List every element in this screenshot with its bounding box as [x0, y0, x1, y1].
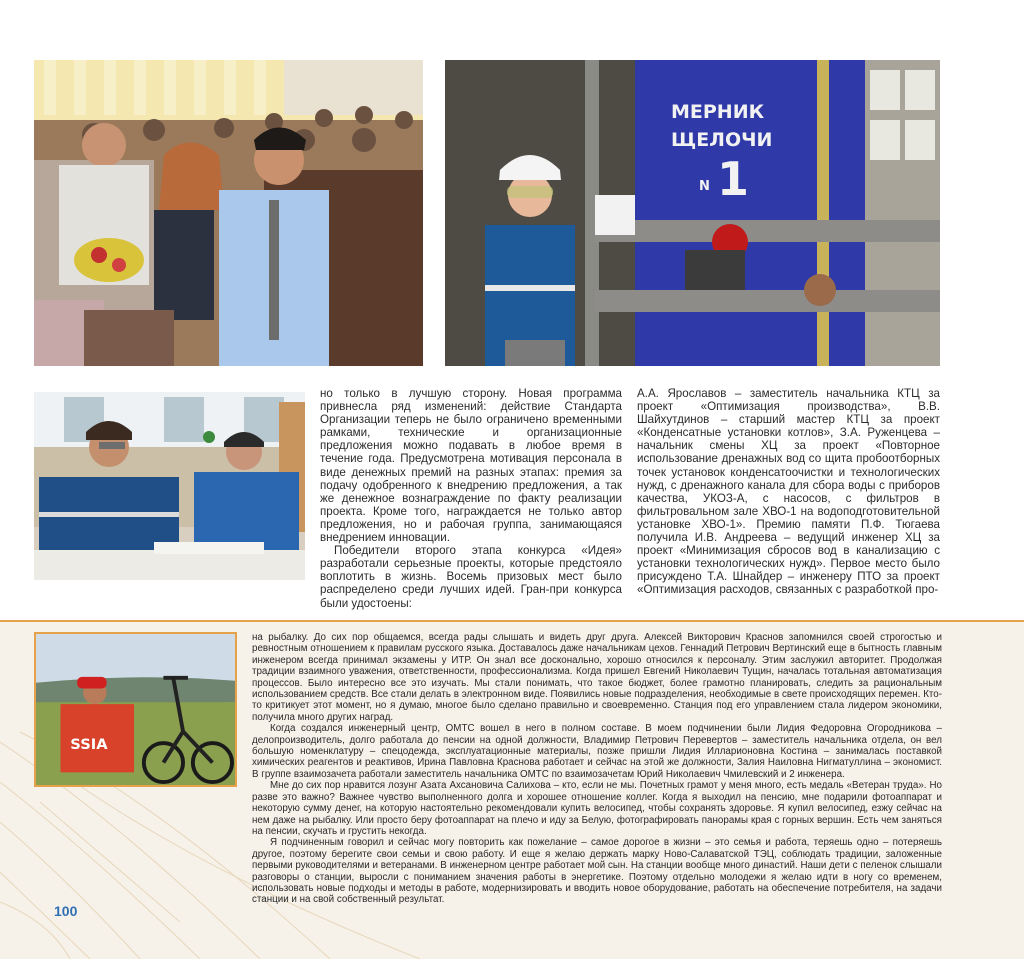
tank-sign-line1: МЕРНИК	[671, 101, 765, 123]
paragraph: Победители второго этапа конкурса «Идея» разработали серьезные проекты, которые предстояло воплотить в жизнь. Восемь призовых мест было распределено среди лучших идей. Гран-при конкурса были удостоены:	[320, 544, 622, 610]
tank-sign-line2: ЩЕЛОЧИ	[671, 129, 773, 151]
paragraph: Мне до сих пор нравится лозунг Азата Ахсановича Салихова – кто, если не мы. Почетных грамот у меня много, есть медаль «Ветеран труда». Но разве это важно? Важнее чувство выполненного долга и хорошее отношение коллег. Когда я выходил на пенсию, мне подарили фотоаппарат и некоторую сумму денег, на которую настоятельно рекомендовали купить велосипед, чтобы сохранять здоровье. Я купил велосипед, езжу сейчас на нем даже на рыбалку. Или просто беру фотоаппарат на плечо и иду за Белую, фотографировать панорамы края с горных вершин. Есть чем заняться на пенсии, скучать и грустить некогда.	[252, 780, 942, 837]
photo-worker-at-tank	[445, 60, 940, 366]
paragraph: но только в лучшую сторону. Новая программа привнесла ряд изменений: действие Стандарта Организации теперь не было ограничено временными рамками, технические и организационные предложения можно подавать в любое время в течение года. Предусмотрена мотивация персонала в виде денежных премий на разных этапах: премия за подачу одобренного к внедрению предложения, а так же денежное вознаграждение по факту реализации проекта. Кроме того, награждается не только автор предложения, но и рабочая группа, занимающаяся внедрением инновации.	[320, 387, 622, 545]
paragraph: Когда создался инженерный центр, ОМТС вошел в него в полном составе. В моем подчинении были Лидия Федоровна Огородникова – делопроизводитель, долго работала до пенсии на одной должности, Владимир Петрович Перевертов – заместитель начальника отдела, он вел большую номенклатуру – спецодежда, эксплуатационные материалы, позже пришли Лидия Илларионовна Костина – занималась поставкой химических реагентов и реактивов, Ирина Павловна Краснова работает и сейчас на этой же должности, Залия Наиловна Нигматуллина – экономист. В группе взаимозачета работали заместитель начальника ОМТС по взаимозачетам Юрий Николаевич Чмилевский и 2 инженера.	[252, 723, 942, 780]
paragraph: Я подчиненным говорил и сейчас могу повторить как пожелание – самое дорогое в жизни – это семья и работа, теряешь одно – потеряешь другое, поэтому берегите свои семьи и свою работу. И еще я желаю держать марку Ново-Салаватской ТЭЦ, соблюдать традиции, заложенные первыми руководителями и ветеранами. В инженерном центре работает мой сын. На станции вообще много династий. Наши дети с пеленок слышали разговоры о станции, выросли с пониманием значения работы в энергетике. Поэтому отдельно молодежи я желаю идти в ногу со временем, использовать новые подходы и методы в работе, модернизировать и вводить новое оборудование, работать на обеспечение потребителя, на задачи станции и на свой собственный результат.	[252, 837, 942, 906]
tank-sign-n: N	[699, 179, 710, 194]
text-column-right	[637, 387, 940, 597]
tank-sign-number: 1	[717, 152, 750, 206]
photo-engineers-at-desk	[34, 392, 305, 580]
page-number: 100	[54, 903, 78, 919]
paragraph: А.А. Ярославов – заместитель начальника КТЦ за проект «Оптимизация производства», В.В. Шайхутдинов – старший мастер КТЦ за проект «Конденсатные установки котлов», З.А. Руженцева – начальник смены ХЦ за проект «Повторное использование дренажных вод со щита пробоотборных точек установок конденсатоочистки и технологических нужд, с дренажного канала для сбора воды с приборов качества, УКОЗ-А, с насосов, с фильтров в фильтровальном зале ХВО-1 на водоподготовительной установке ХВО-1». Премию памяти П.Ф. Тюгаева получила И.В. Андреева – ведущий инженер ХЦ за проект «Минимизация сбросов вод в канализацию с установки технологических нужд». Первое место было присуждено Т.А. Шнайдер – инженеру ПТО за проект «Оптимизация расходов, связанных с разработкой про-	[637, 387, 940, 597]
text-column-middle	[320, 387, 622, 610]
paragraph: на рыбалку. До сих пор общаемся, всегда рады слышать и видеть друг друга. Алексей Викторович Краснов запомнился своей строгостью и ревностным отношением к правилам русского языка. Доставалось даже начальникам цехов. Геннадий Петрович Вертинский еще в бытность главным инженером всегда принимал экзамены у ИТР. Он знал все досконально, хорошо относился к персоналу. Этим заслужил авторитет. Продолжая традиции взаимного уважения, ответственности, профессионализма. Когда пришел Евгений Николаевич Тущин, началась тотальная автоматизация процессов. Было интересно все это изучать. Мы стали понимать, что такое бюджет, более грамотно планировать, следить за рациональным использованием средств. Все стали делать в электронном виде. Появились новые подразделения, необходимые в свете происходящих перемен. Кто-то критикует этот момент, но я думаю, многое было сделано правильно и своевременно. Станция под его управлением стала лидером экономики, получила много других наград.	[252, 632, 942, 723]
shirt-text: SSIA	[70, 735, 108, 753]
photo-conference-audience	[34, 60, 423, 366]
bottom-text-block	[252, 632, 942, 906]
photo-man-with-bicycle	[34, 632, 237, 787]
